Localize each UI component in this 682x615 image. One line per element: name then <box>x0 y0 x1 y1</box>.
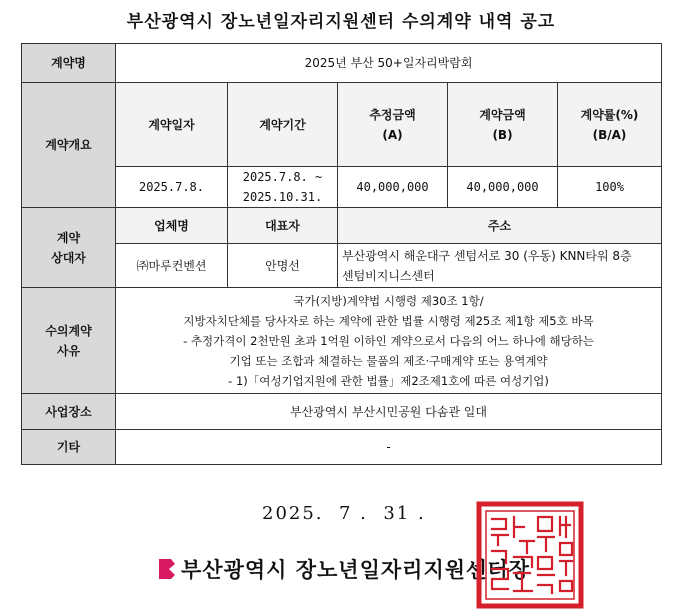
address-line2: 센텀비지니스센터 <box>342 268 435 283</box>
counterparty-label <box>22 208 116 288</box>
address-line1: 부산광역시 해운대구 센텀서로 30 (우동) KNN타워 8층 <box>342 248 632 263</box>
contract-name-label: 계약명 <box>22 44 116 83</box>
address-value <box>338 244 662 288</box>
reason-label <box>22 288 116 394</box>
reason-text <box>116 288 662 394</box>
estimated-amount-value: 40,000,000 <box>338 167 448 208</box>
reason-line: - 1)「여성기업지원에 관한 법률」제2조제1호에 따른 여성기업) <box>228 373 549 388</box>
reason-line: - 추정가격이 2천만원 초과 1억원 이하인 계약으로서 다음의 어느 하나에 해당하는 <box>183 333 594 348</box>
representative-value: 안명선 <box>228 244 338 288</box>
contract-rate-header-line2: (B/A) <box>592 127 627 142</box>
contract-period-start: 2025.7.8. ~ <box>242 170 323 184</box>
contract-amount-header <box>448 83 558 167</box>
reason-line: 기업 또는 조합과 체결하는 물품의 제조·구매계약 또는 용역계약 <box>229 353 548 368</box>
ribbon-logo-icon <box>157 558 177 580</box>
reason-label-line2: 사유 <box>56 343 81 358</box>
contract-amount-header-line1: 계약금액 <box>479 107 526 122</box>
signature-line <box>157 554 530 584</box>
estimated-amount-header-line1: 추정금액 <box>369 107 416 122</box>
contract-name-value: 2025년 부산 50+일자리박람회 <box>116 44 662 83</box>
etc-label: 기타 <box>22 430 116 465</box>
contract-rate-header-line1: 계약률(%) <box>580 107 639 122</box>
contract-period-end: 2025.10.31. <box>242 190 323 204</box>
contract-amount-value: 40,000,000 <box>448 167 558 208</box>
counterparty-header-row <box>22 208 662 244</box>
counterparty-label-line2: 상대자 <box>51 250 86 265</box>
contract-date-header: 계약일자 <box>116 83 228 167</box>
overview-label: 계약개요 <box>22 83 116 208</box>
signature-name: 부산광역시 장노년일자리지원센터장 <box>181 557 530 582</box>
site-row <box>22 394 662 430</box>
contract-name-row <box>22 44 662 83</box>
estimated-amount-header-line2: (A) <box>382 127 403 142</box>
reason-label-line1: 수의계약 <box>45 323 92 338</box>
etc-row <box>22 430 662 465</box>
overview-value-row <box>22 167 662 208</box>
contract-rate-header <box>558 83 662 167</box>
reason-line: 국가(지방)계약법 시행령 제30조 1항/ <box>293 293 484 308</box>
notice-date: 2025. 7 . 31 . <box>262 503 426 524</box>
counterparty-label-line1: 계약 <box>56 230 81 245</box>
company-header: 업체명 <box>116 208 228 244</box>
notice-title: 부산광역시 장노년일자리지원센터 수의계약 내역 공고 <box>126 12 556 32</box>
official-seal-icon <box>476 501 584 609</box>
contract-amount-header-line2: (B) <box>492 127 513 142</box>
counterparty-value-row <box>22 244 662 288</box>
overview-header-row <box>22 83 662 167</box>
contract-rate-value: 100% <box>558 167 662 208</box>
company-value: ㈜마루컨벤션 <box>116 244 228 288</box>
representative-header: 대표자 <box>228 208 338 244</box>
etc-value: - <box>116 430 662 465</box>
site-value: 부산광역시 부산시민공원 다솜관 일대 <box>116 394 662 430</box>
reason-row <box>22 288 662 394</box>
site-label: 사업장소 <box>22 394 116 430</box>
estimated-amount-header <box>338 83 448 167</box>
contract-period-value <box>228 167 338 208</box>
contract-date-value: 2025.7.8. <box>116 167 228 208</box>
contract-notice-table <box>21 43 662 465</box>
reason-line: 지방자치단체를 당사자로 하는 계약에 관한 법률 시행령 제25조 제1항 제5호 바목 <box>183 313 594 328</box>
contract-period-header: 계약기간 <box>228 83 338 167</box>
address-header: 주소 <box>338 208 662 244</box>
